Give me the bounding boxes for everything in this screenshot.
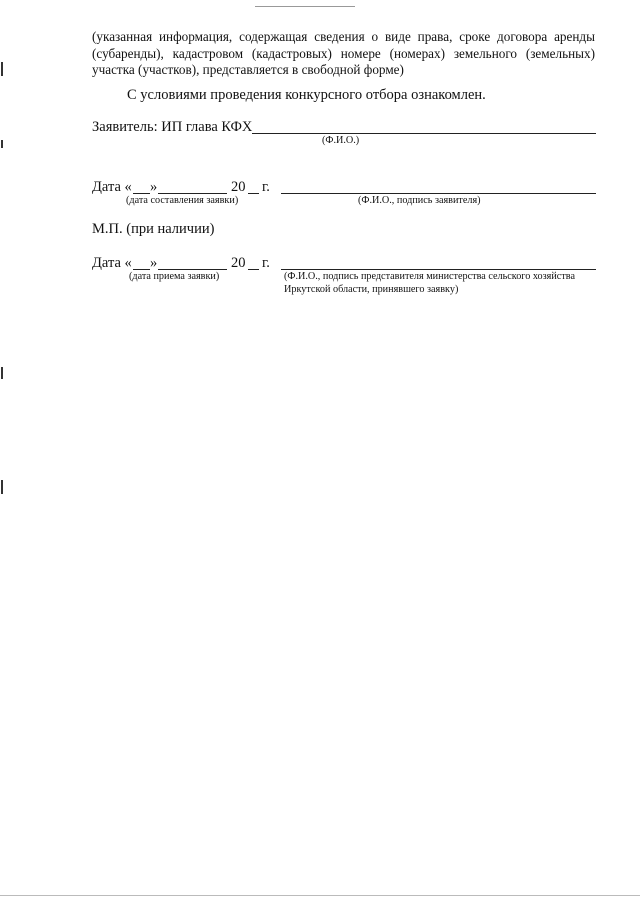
date-year-label: 20: [231, 255, 246, 271]
applicant-row: [92, 118, 596, 158]
date-quote-close: »: [150, 179, 158, 195]
receipt-day-field[interactable]: [133, 269, 150, 270]
date-month-field[interactable]: [158, 193, 227, 194]
receipt-date-caption: (дата приема заявки): [129, 271, 220, 282]
applicant-name-caption: (Ф.И.О.): [322, 135, 360, 146]
agreement-statement: С условиями проведения конкурсного отбора ознакомлен.: [127, 87, 486, 103]
date-day-field[interactable]: [133, 193, 150, 194]
receipt-year-field[interactable]: [248, 269, 259, 270]
stamp-note: М.П. (при наличии): [92, 221, 215, 237]
date-year-suffix: г.: [262, 255, 270, 271]
date-prefix-label: Дата «: [92, 179, 132, 195]
receipt-month-field[interactable]: [158, 269, 227, 270]
date-row-application: [92, 178, 596, 218]
date-year-field[interactable]: [248, 193, 259, 194]
ministry-signature-field[interactable]: [281, 269, 596, 270]
scan-artifact-left-4: [1, 480, 3, 494]
date-year-suffix: г.: [262, 179, 270, 195]
scan-artifact-left-3: [1, 367, 3, 379]
ministry-signature-caption: (Ф.И.О., подпись представителя министерства сельского хозяйства Иркутской области, принявшего заявку): [284, 271, 575, 295]
applicant-label: Заявитель: ИП глава КФХ: [92, 119, 253, 135]
scan-artifact-bottom: [0, 895, 640, 896]
date-prefix-label: Дата «: [92, 255, 132, 271]
date-row-receipt: [92, 254, 596, 304]
date-year-label: 20: [231, 179, 246, 195]
applicant-name-field[interactable]: [252, 133, 596, 134]
date-caption: (дата составления заявки): [126, 195, 239, 206]
scan-artifact-left-1: [1, 62, 3, 76]
signature-caption: (Ф.И.О., подпись заявителя): [358, 195, 481, 206]
applicant-signature-field[interactable]: [281, 193, 596, 194]
info-paragraph: (указанная информация, содержащая сведения о виде права, сроке договора аренды (субаренды), кадастровом (кадастровых) номере (номерах) земельного (земельных) участка (участков), представляется в свободной форме): [92, 29, 595, 77]
scan-artifact-top: [255, 6, 355, 7]
scan-artifact-left-2: [1, 140, 3, 148]
date-quote-close: »: [150, 255, 158, 271]
